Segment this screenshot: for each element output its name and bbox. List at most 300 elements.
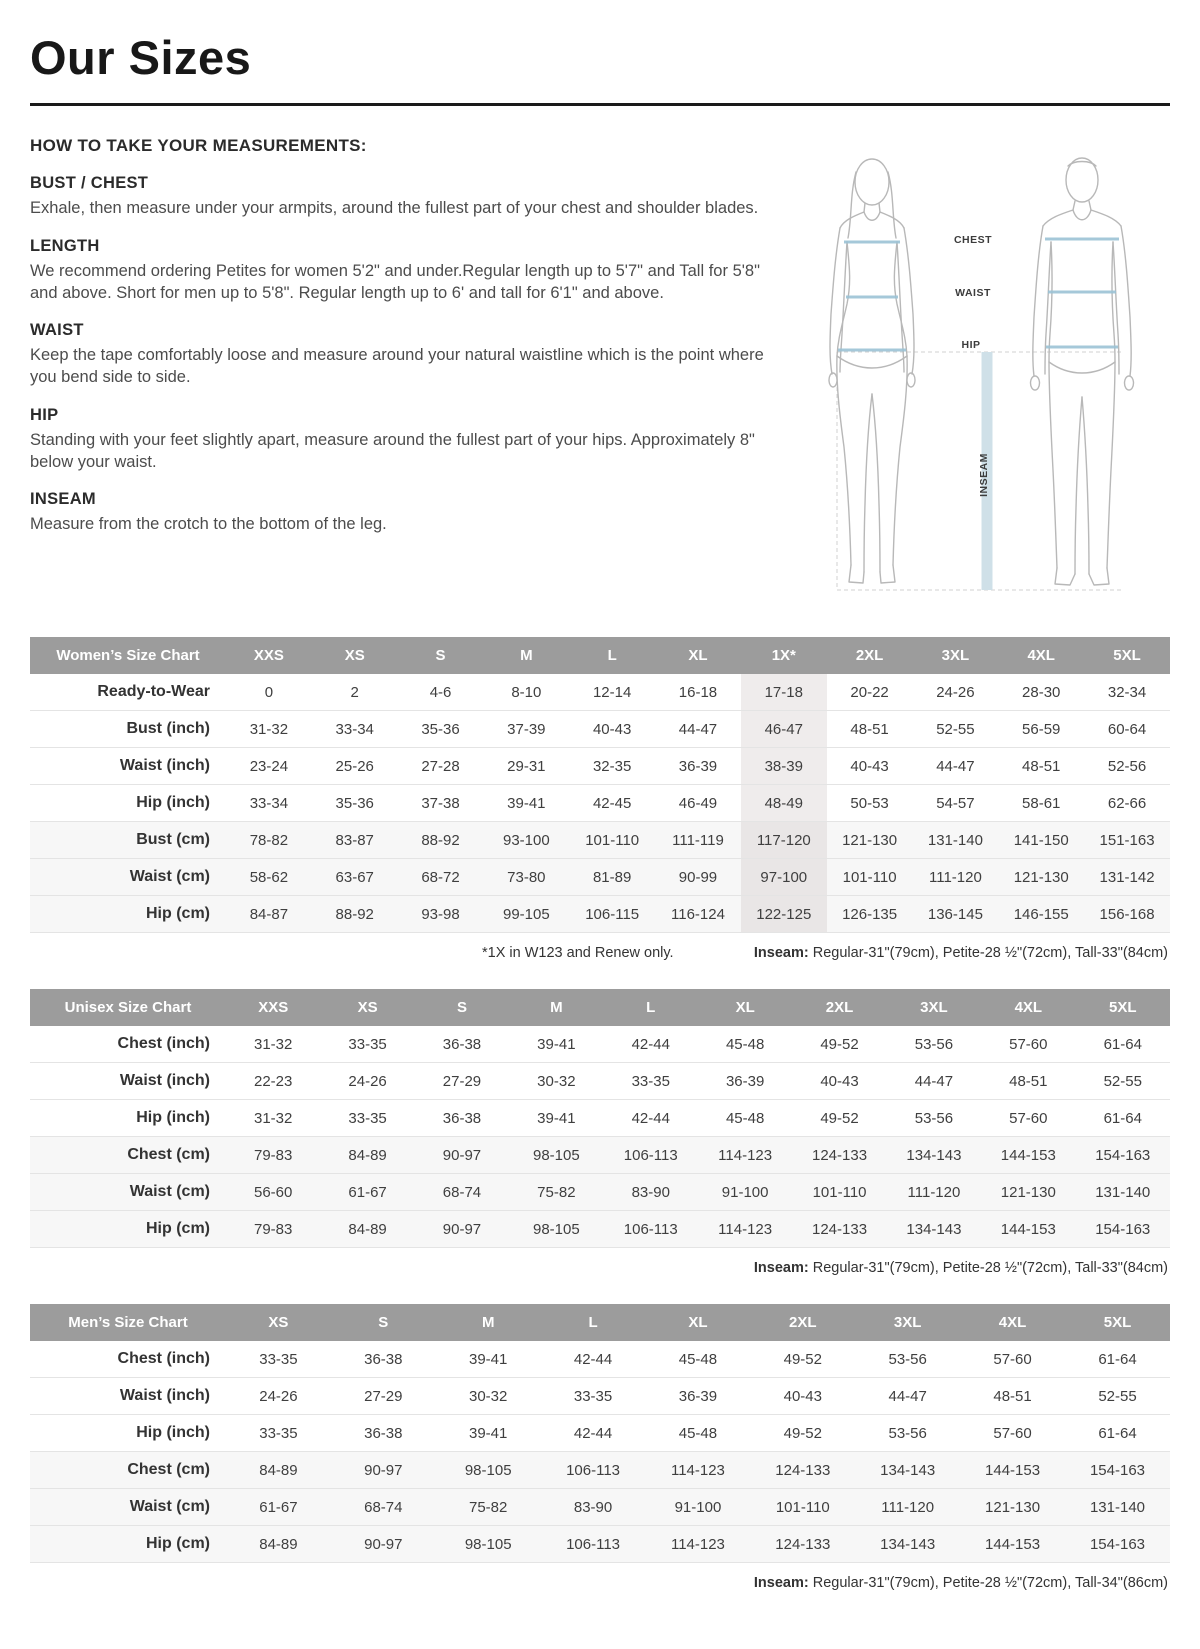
size-cell: 0 bbox=[264, 683, 274, 701]
size-column-header: 4XL bbox=[960, 1304, 1065, 1341]
section-body-length: We recommend ordering Petites for women 5'2" and under.Regular length up to 5'7" and Tall for 5'8" and above. Short for men up to 5'8". Regular length up to 6' and tall for 6'1" and above. bbox=[30, 261, 760, 302]
hip-label: HIP bbox=[961, 339, 981, 351]
male-figure bbox=[1031, 158, 1134, 585]
row-label: Hip (cm) bbox=[146, 1220, 210, 1237]
section-body-waist: Keep the tape comfortably loose and measure around your natural waistline which is the point where you bend side to side. bbox=[30, 346, 764, 387]
size-table-body bbox=[30, 1026, 1170, 1248]
size-cell: 106-115 bbox=[585, 905, 640, 923]
size-cell: 75-82 bbox=[469, 1498, 508, 1516]
table-row bbox=[30, 1026, 1170, 1063]
size-cell: 48-51 bbox=[993, 1387, 1032, 1405]
size-cell: 25-26 bbox=[335, 757, 374, 775]
row-label: Hip (inch) bbox=[136, 1109, 210, 1126]
size-table-head bbox=[30, 989, 1170, 1026]
size-cell: 61-67 bbox=[348, 1183, 387, 1201]
size-cell: 33-35 bbox=[259, 1350, 298, 1368]
section-body-bust-chest: Exhale, then measure under your armpits, around the fullest part of your chest and shoulder blades. bbox=[30, 199, 759, 217]
size-cell: 57-60 bbox=[993, 1350, 1032, 1368]
size-cell: 27-28 bbox=[421, 757, 460, 775]
size-cell: 36-38 bbox=[364, 1424, 403, 1442]
size-column-header: 3XL bbox=[855, 1304, 960, 1341]
size-cell: 114-123 bbox=[670, 1535, 725, 1553]
size-cell: 141-150 bbox=[1013, 831, 1069, 849]
size-cell: 32-35 bbox=[592, 757, 632, 775]
size-cell: 90-99 bbox=[678, 868, 718, 886]
size-cell: 84-89 bbox=[348, 1146, 387, 1164]
size-cell: 79-83 bbox=[254, 1146, 293, 1164]
size-cell: 24-26 bbox=[259, 1387, 298, 1405]
row-label: Ready-to-Wear bbox=[97, 683, 210, 700]
size-cell: 117-120 bbox=[741, 822, 827, 859]
size-column-header: 2XL bbox=[750, 1304, 855, 1341]
row-label: Waist (cm) bbox=[129, 1183, 210, 1200]
table-row bbox=[30, 711, 1170, 748]
size-cell: 124-133 bbox=[775, 1535, 831, 1553]
size-column-header: S bbox=[415, 989, 509, 1026]
size-cell: 49-52 bbox=[783, 1350, 822, 1368]
size-cell: 90-97 bbox=[364, 1461, 403, 1479]
size-cell: 121-130 bbox=[842, 831, 898, 849]
size-cell: 90-97 bbox=[364, 1535, 403, 1553]
size-cell: 44-47 bbox=[936, 757, 975, 775]
title-divider bbox=[30, 103, 1170, 106]
size-cell: 56-60 bbox=[254, 1183, 293, 1201]
size-cell: 42-45 bbox=[592, 794, 632, 812]
size-cell: 60-64 bbox=[1107, 720, 1147, 738]
table-row bbox=[30, 1341, 1170, 1378]
table-row bbox=[30, 1063, 1170, 1100]
size-cell: 154-163 bbox=[1095, 1146, 1151, 1164]
size-cell: 37-38 bbox=[421, 794, 460, 812]
size-cell: 111-120 bbox=[907, 1183, 961, 1201]
size-cell: 27-29 bbox=[364, 1387, 403, 1405]
female-figure bbox=[829, 159, 915, 583]
size-column-header: S bbox=[331, 1304, 436, 1341]
size-cell: 63-67 bbox=[335, 868, 374, 886]
size-cell: 111-120 bbox=[881, 1498, 935, 1516]
size-cell: 101-110 bbox=[812, 1183, 867, 1201]
inseam-note-text: Regular-31"(79cm), Petite-28 ½"(72cm), Tall-34"(86cm) bbox=[808, 1575, 1168, 1591]
size-cell: 98-105 bbox=[464, 1535, 512, 1553]
size-table bbox=[30, 1304, 1170, 1563]
size-cell: 46-47 bbox=[741, 711, 827, 748]
size-cell: 46-49 bbox=[678, 794, 718, 812]
size-cell: 93-100 bbox=[502, 831, 550, 849]
row-label: Chest (cm) bbox=[127, 1461, 210, 1478]
mens-size-chart-table bbox=[30, 1304, 1170, 1563]
size-cell: 78-82 bbox=[249, 831, 289, 849]
mens-footnotes bbox=[30, 1563, 1170, 1593]
size-cell: 36-38 bbox=[442, 1109, 482, 1127]
size-cell: 16-18 bbox=[678, 683, 718, 701]
size-cell: 31-32 bbox=[249, 720, 289, 738]
row-label: Hip (cm) bbox=[146, 1535, 210, 1552]
size-cell: 52-55 bbox=[1103, 1072, 1142, 1090]
size-cell: 144-153 bbox=[985, 1461, 1041, 1479]
size-cell: 68-74 bbox=[364, 1498, 403, 1516]
size-cell: 88-92 bbox=[335, 905, 374, 923]
size-cell: 136-145 bbox=[927, 905, 983, 923]
measurement-diagram bbox=[778, 136, 1170, 607]
size-column-header: M bbox=[509, 989, 603, 1026]
header-row bbox=[30, 637, 1170, 674]
size-cell: 114-123 bbox=[670, 1461, 725, 1479]
size-cell: 42-44 bbox=[631, 1035, 670, 1053]
size-cell: 134-143 bbox=[906, 1146, 962, 1164]
header-row bbox=[30, 989, 1170, 1026]
womens-1x-note: *1X in W123 and Renew only. bbox=[482, 945, 674, 961]
size-cell: 49-52 bbox=[783, 1424, 822, 1442]
unisex-inseam-note bbox=[754, 1260, 1168, 1276]
size-cell: 79-83 bbox=[254, 1220, 293, 1238]
size-column-header: XS bbox=[226, 1304, 331, 1341]
size-cell: 58-62 bbox=[249, 868, 289, 886]
size-cell: 29-31 bbox=[507, 757, 546, 775]
size-column-header: 1X* bbox=[741, 637, 827, 674]
row-label: Hip (inch) bbox=[136, 1424, 210, 1441]
size-cell: 134-143 bbox=[880, 1535, 936, 1553]
section-body-hip: Standing with your feet slightly apart, measure around the fullest part of your hips. Approximately 8" below your waist. bbox=[30, 430, 755, 471]
size-table-head bbox=[30, 637, 1170, 674]
size-cell: 97-100 bbox=[741, 859, 827, 896]
row-label: Bust (cm) bbox=[136, 831, 210, 848]
size-cell: 49-52 bbox=[820, 1109, 859, 1127]
size-cell: 42-44 bbox=[631, 1109, 670, 1127]
size-cell: 50-53 bbox=[850, 794, 889, 812]
size-cell: 83-90 bbox=[573, 1498, 613, 1516]
size-cell: 12-14 bbox=[592, 683, 632, 701]
row-label: Hip (cm) bbox=[146, 905, 210, 922]
size-column-header: XL bbox=[655, 637, 741, 674]
size-cell: 106-113 bbox=[623, 1146, 678, 1164]
row-label: Chest (cm) bbox=[127, 1146, 210, 1163]
size-cell: 116-124 bbox=[671, 905, 725, 923]
size-cell: 31-32 bbox=[254, 1035, 293, 1053]
size-cell: 134-143 bbox=[906, 1220, 962, 1238]
size-cell: 53-56 bbox=[914, 1109, 954, 1127]
size-cell: 49-52 bbox=[820, 1035, 859, 1053]
instructions-heading: HOW TO TAKE YOUR MEASUREMENTS: bbox=[30, 136, 367, 155]
size-cell: 98-105 bbox=[533, 1220, 580, 1238]
size-cell: 84-89 bbox=[259, 1461, 298, 1479]
inseam-label: INSEAM bbox=[978, 453, 990, 497]
size-cell: 36-39 bbox=[678, 757, 718, 775]
size-cell: 93-98 bbox=[421, 905, 460, 923]
size-cell: 84-89 bbox=[348, 1220, 387, 1238]
size-cell: 121-130 bbox=[1000, 1183, 1056, 1201]
size-cell: 83-87 bbox=[335, 831, 374, 849]
size-cell: 81-89 bbox=[592, 868, 632, 886]
size-cell: 90-97 bbox=[442, 1220, 482, 1238]
section-title-bust-chest: BUST / CHEST bbox=[30, 174, 149, 192]
size-cell: 27-29 bbox=[442, 1072, 482, 1090]
size-cell: 52-56 bbox=[1107, 757, 1147, 775]
size-cell: 68-72 bbox=[421, 868, 460, 886]
size-cell: 40-43 bbox=[592, 720, 632, 738]
size-cell: 131-140 bbox=[927, 831, 983, 849]
size-cell: 131-142 bbox=[1099, 868, 1155, 886]
size-table-head bbox=[30, 1304, 1170, 1341]
row-label: Waist (inch) bbox=[119, 1387, 210, 1404]
size-cell: 91-100 bbox=[721, 1183, 769, 1201]
size-cell: 53-56 bbox=[914, 1035, 954, 1053]
size-cell: 75-82 bbox=[537, 1183, 576, 1201]
size-cell: 44-47 bbox=[678, 720, 718, 738]
size-cell: 101-110 bbox=[585, 831, 640, 849]
size-cell: 84-87 bbox=[249, 905, 289, 923]
size-cell: 54-57 bbox=[936, 794, 975, 812]
size-cell: 28-30 bbox=[1022, 683, 1061, 701]
inseam-note-text: Regular-31"(79cm), Petite-28 ½"(72cm), Tall-33"(84cm) bbox=[808, 945, 1168, 961]
size-cell: 106-113 bbox=[623, 1220, 678, 1238]
size-cell: 124-133 bbox=[812, 1220, 868, 1238]
size-cell: 84-89 bbox=[259, 1535, 298, 1553]
table-row bbox=[30, 1137, 1170, 1174]
size-cell: 101-110 bbox=[775, 1498, 830, 1516]
size-cell: 42-44 bbox=[573, 1424, 613, 1442]
size-column-header: S bbox=[398, 637, 484, 674]
size-column-header: 3XL bbox=[913, 637, 999, 674]
size-cell: 33-35 bbox=[348, 1109, 387, 1127]
size-cell: 24-26 bbox=[936, 683, 975, 701]
size-table bbox=[30, 989, 1170, 1248]
size-cell: 36-39 bbox=[678, 1387, 718, 1405]
table-row bbox=[30, 1526, 1170, 1563]
size-cell: 39-41 bbox=[469, 1424, 508, 1442]
size-column-header: XL bbox=[646, 1304, 751, 1341]
size-cell: 99-105 bbox=[502, 905, 550, 923]
size-column-header: 4XL bbox=[998, 637, 1084, 674]
size-cell: 40-43 bbox=[783, 1387, 822, 1405]
size-cell: 98-105 bbox=[464, 1461, 512, 1479]
inseam-note-text: Regular-31"(79cm), Petite-28 ½"(72cm), Tall-33"(84cm) bbox=[808, 1260, 1168, 1276]
size-cell: 45-48 bbox=[678, 1424, 718, 1442]
table-row bbox=[30, 1100, 1170, 1137]
size-cell: 57-60 bbox=[1009, 1035, 1048, 1053]
size-cell: 48-49 bbox=[741, 785, 827, 822]
size-column-header: 4XL bbox=[981, 989, 1075, 1026]
size-cell: 151-163 bbox=[1099, 831, 1155, 849]
size-cell: 154-163 bbox=[1089, 1535, 1146, 1553]
table-row bbox=[30, 822, 1170, 859]
size-cell: 58-61 bbox=[1022, 794, 1061, 812]
size-cell: 98-105 bbox=[533, 1146, 580, 1164]
size-cell: 2 bbox=[350, 683, 359, 701]
size-cell: 111-120 bbox=[928, 868, 982, 886]
size-table-body bbox=[30, 674, 1170, 933]
mens-size-chart bbox=[30, 1304, 1170, 1593]
section-body-inseam: Measure from the crotch to the bottom of the leg. bbox=[30, 515, 387, 534]
size-cell: 33-34 bbox=[249, 794, 289, 812]
size-cell: 131-140 bbox=[1089, 1498, 1146, 1516]
size-column-header: 2XL bbox=[827, 637, 913, 674]
size-cell: 39-41 bbox=[469, 1350, 508, 1368]
size-column-header: M bbox=[483, 637, 569, 674]
size-cell: 40-43 bbox=[850, 757, 889, 775]
size-cell: 53-56 bbox=[888, 1424, 927, 1442]
waist-label: WAIST bbox=[955, 287, 991, 299]
size-cell: 33-35 bbox=[259, 1424, 298, 1442]
size-charts bbox=[30, 637, 1170, 1593]
size-cell: 114-123 bbox=[718, 1146, 773, 1164]
size-column-header: XXS bbox=[226, 637, 312, 674]
table-row bbox=[30, 748, 1170, 785]
chart-title-cell: Women’s Size Chart bbox=[30, 637, 226, 674]
size-cell: 23-24 bbox=[249, 757, 289, 775]
chart-title-cell: Unisex Size Chart bbox=[30, 989, 226, 1026]
inseam-note-label: Inseam: bbox=[753, 1575, 809, 1591]
size-cell: 126-135 bbox=[842, 905, 898, 923]
size-cell: 88-92 bbox=[421, 831, 460, 849]
size-cell: 48-51 bbox=[850, 720, 889, 738]
size-cell: 35-36 bbox=[421, 720, 460, 738]
size-column-header: 5XL bbox=[1076, 989, 1170, 1026]
size-cell: 134-143 bbox=[880, 1461, 936, 1479]
womens-inseam-note bbox=[754, 945, 1168, 961]
size-column-header: 3XL bbox=[887, 989, 981, 1026]
size-cell: 32-34 bbox=[1107, 683, 1147, 701]
table-row bbox=[30, 1174, 1170, 1211]
size-column-header: 5XL bbox=[1084, 637, 1170, 674]
size-cell: 156-168 bbox=[1099, 905, 1155, 923]
size-cell: 48-51 bbox=[1022, 757, 1061, 775]
size-cell: 4-6 bbox=[429, 683, 452, 701]
size-cell: 68-74 bbox=[442, 1183, 482, 1201]
section-title-inseam: INSEAM bbox=[30, 490, 96, 509]
size-cell: 30-32 bbox=[537, 1072, 576, 1090]
unisex-size-chart-table bbox=[30, 989, 1170, 1248]
size-cell: 144-153 bbox=[985, 1535, 1041, 1553]
size-cell: 33-35 bbox=[631, 1072, 670, 1090]
size-cell: 38-39 bbox=[741, 748, 827, 785]
inseam-note-label: Inseam: bbox=[753, 1260, 809, 1276]
size-cell: 39-41 bbox=[537, 1109, 576, 1127]
womens-footnotes bbox=[30, 933, 1170, 963]
size-cell: 146-155 bbox=[1013, 905, 1069, 923]
size-cell: 90-97 bbox=[442, 1146, 482, 1164]
size-cell: 56-59 bbox=[1022, 720, 1061, 738]
size-cell: 33-34 bbox=[335, 720, 374, 738]
size-cell: 61-64 bbox=[1103, 1035, 1142, 1053]
size-column-header: L bbox=[604, 989, 698, 1026]
size-cell: 24-26 bbox=[348, 1072, 387, 1090]
size-cell: 61-64 bbox=[1103, 1109, 1142, 1127]
unisex-footnotes bbox=[30, 1248, 1170, 1278]
size-table bbox=[30, 637, 1170, 933]
size-cell: 124-133 bbox=[775, 1461, 831, 1479]
row-label: Waist (inch) bbox=[119, 1072, 210, 1089]
size-cell: 121-130 bbox=[985, 1498, 1041, 1516]
size-cell: 39-41 bbox=[507, 794, 546, 812]
size-cell: 52-55 bbox=[1098, 1387, 1137, 1405]
womens-size-chart bbox=[30, 637, 1170, 963]
size-column-header: XS bbox=[312, 637, 398, 674]
size-cell: 37-39 bbox=[507, 720, 546, 738]
table-row bbox=[30, 1211, 1170, 1248]
size-cell: 36-38 bbox=[442, 1035, 482, 1053]
chart-title-cell: Men’s Size Chart bbox=[30, 1304, 226, 1341]
row-label: Hip (inch) bbox=[136, 794, 210, 811]
size-cell: 20-22 bbox=[850, 683, 889, 701]
table-row bbox=[30, 674, 1170, 711]
size-cell: 57-60 bbox=[993, 1424, 1032, 1442]
measurement-instructions bbox=[30, 136, 778, 548]
size-cell: 83-90 bbox=[631, 1183, 670, 1201]
mens-inseam-note bbox=[754, 1575, 1168, 1591]
size-cell: 122-125 bbox=[741, 896, 827, 933]
row-label: Chest (inch) bbox=[117, 1035, 210, 1052]
size-cell: 61-67 bbox=[259, 1498, 298, 1516]
size-column-header: M bbox=[436, 1304, 541, 1341]
size-cell: 36-38 bbox=[364, 1350, 403, 1368]
womens-size-chart-table bbox=[30, 637, 1170, 933]
table-row bbox=[30, 785, 1170, 822]
size-cell: 44-47 bbox=[914, 1072, 954, 1090]
size-cell: 53-56 bbox=[888, 1350, 927, 1368]
unisex-size-chart bbox=[30, 989, 1170, 1278]
size-cell: 124-133 bbox=[812, 1146, 868, 1164]
page-title: Our Sizes bbox=[30, 31, 252, 84]
row-label: Bust (inch) bbox=[126, 720, 210, 737]
size-cell: 144-153 bbox=[1000, 1146, 1056, 1164]
size-cell: 31-32 bbox=[254, 1109, 293, 1127]
header-row bbox=[30, 1304, 1170, 1341]
size-cell: 61-64 bbox=[1098, 1424, 1137, 1442]
size-column-header: XS bbox=[320, 989, 414, 1026]
size-cell: 45-48 bbox=[725, 1035, 765, 1053]
body-measurement-illustration bbox=[790, 142, 1170, 607]
section-title-hip: HIP bbox=[30, 405, 59, 424]
table-row bbox=[30, 859, 1170, 896]
size-cell: 111-119 bbox=[672, 831, 724, 849]
measurement-guide-section bbox=[30, 136, 1170, 607]
size-cell: 45-48 bbox=[678, 1350, 718, 1368]
size-cell: 45-48 bbox=[725, 1109, 765, 1127]
size-cell: 48-51 bbox=[1009, 1072, 1048, 1090]
size-column-header: L bbox=[541, 1304, 646, 1341]
section-title-length: LENGTH bbox=[30, 236, 100, 255]
row-label: Waist (cm) bbox=[129, 868, 210, 885]
table-row bbox=[30, 896, 1170, 933]
size-cell: 39-41 bbox=[537, 1035, 576, 1053]
row-label: Waist (inch) bbox=[119, 757, 210, 774]
size-cell: 91-100 bbox=[674, 1498, 722, 1516]
size-column-header: XXS bbox=[226, 989, 320, 1026]
table-row bbox=[30, 1378, 1170, 1415]
size-cell: 33-35 bbox=[348, 1035, 387, 1053]
table-row bbox=[30, 1489, 1170, 1526]
size-cell: 144-153 bbox=[1000, 1220, 1056, 1238]
size-cell: 30-32 bbox=[469, 1387, 508, 1405]
size-column-header: 2XL bbox=[792, 989, 886, 1026]
size-cell: 17-18 bbox=[741, 674, 827, 711]
size-cell: 22-23 bbox=[254, 1072, 293, 1090]
size-cell: 33-35 bbox=[573, 1387, 613, 1405]
size-cell: 42-44 bbox=[573, 1350, 613, 1368]
size-cell: 154-163 bbox=[1089, 1461, 1146, 1479]
size-table-body bbox=[30, 1341, 1170, 1563]
size-cell: 35-36 bbox=[335, 794, 374, 812]
size-cell: 114-123 bbox=[718, 1220, 773, 1238]
size-cell: 131-140 bbox=[1095, 1183, 1151, 1201]
size-cell: 36-39 bbox=[725, 1072, 765, 1090]
size-cell: 8-10 bbox=[511, 683, 542, 701]
size-cell: 57-60 bbox=[1009, 1109, 1048, 1127]
table-row bbox=[30, 1452, 1170, 1489]
size-column-header: L bbox=[569, 637, 655, 674]
chest-label: CHEST bbox=[953, 234, 993, 246]
size-cell: 154-163 bbox=[1095, 1220, 1151, 1238]
